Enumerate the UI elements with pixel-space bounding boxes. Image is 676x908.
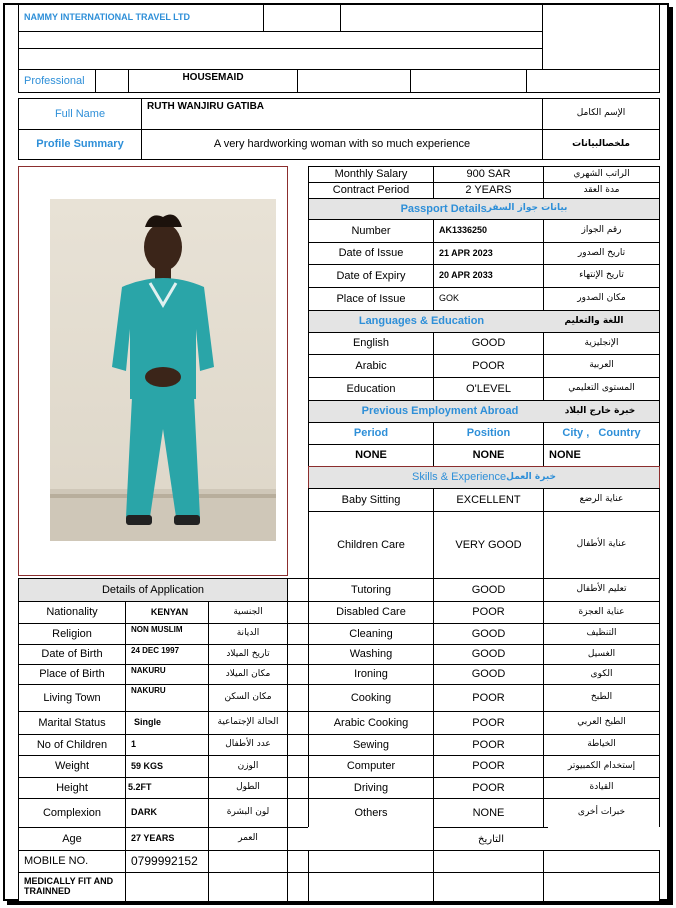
salary-label-ar: الراتب الشهري (543, 166, 660, 183)
language-english-label-ar: الإنجليزية (543, 332, 660, 355)
app-religion-value: NON MUSLIM (125, 623, 209, 645)
skill-cleaning-value: GOOD (433, 623, 544, 645)
header-cell-4 (542, 4, 660, 70)
skills-header-ar: خبرة العمل (506, 471, 556, 482)
app-gap-8 (287, 755, 309, 778)
app-weight-value: 59 KGS (125, 755, 209, 778)
header-blank-row-2 (18, 48, 543, 70)
mobile-blank-1 (208, 850, 288, 873)
skill-cooking-value: POOR (433, 684, 544, 712)
app-complexion-value: DARK (125, 798, 209, 828)
passport-number-value: AK1336250 (433, 219, 544, 243)
app-living-town-value: NAKURU (125, 684, 209, 712)
mobile-blank-4 (433, 850, 544, 873)
education-value: O'LEVEL (433, 377, 544, 401)
skill-disabled-care-value: POOR (433, 601, 544, 624)
passport-place-label-ar: مكان الصدور (543, 287, 660, 311)
app-children-label-ar: عدد الأطفال (208, 734, 288, 756)
employment-col-position: Position (433, 422, 544, 445)
passport-expiry-label: Date of Expiry (308, 264, 434, 288)
app-dob-label: Date of Birth (18, 644, 126, 665)
skill-baby-sitting-value: EXCELLENT (433, 488, 544, 512)
header-cell-2 (263, 4, 341, 32)
salary-value: 900 SAR (433, 166, 544, 183)
medical-blank-2 (208, 872, 288, 902)
education-label: Education (308, 377, 434, 401)
skill-driving-label: Driving (308, 777, 434, 799)
app-age-label-ar: العمر (208, 827, 288, 851)
education-label-ar: المستوى التعليمي (543, 377, 660, 401)
employment-city-value: NONE (543, 444, 660, 467)
app-gap-5 (287, 684, 309, 712)
skill-computer-label: Computer (308, 755, 434, 778)
medical-blank-5 (433, 872, 544, 902)
professional-blank-2 (297, 69, 411, 93)
skill-washing-label: Washing (308, 644, 434, 665)
app-gap-10 (287, 798, 309, 828)
app-height-label: Height (18, 777, 126, 799)
app-weight-label: Weight (18, 755, 126, 778)
app-pob-value: NAKURU (125, 664, 209, 685)
skill-arabic-cooking-value: POOR (433, 711, 544, 735)
app-gap-1 (287, 601, 309, 624)
app-gap-3 (287, 644, 309, 665)
medical-blank-4 (308, 872, 434, 902)
skill-computer-value: POOR (433, 755, 544, 778)
employment-position-value: NONE (433, 444, 544, 467)
mobile-blank-3 (308, 850, 434, 873)
skill-computer-label-ar: إستخدام الكمبيوتر (543, 755, 660, 778)
skill-others-label-ar: خبرات أخرى (543, 798, 660, 828)
skill-children-care-label-ar: عناية الأطفال (543, 511, 660, 579)
skill-washing-label-ar: الغسيل (543, 644, 660, 665)
employment-header-label: Previous Employment Abroad (361, 405, 519, 418)
skill-cooking-label: Cooking (308, 684, 434, 712)
app-height-label-ar: الطول (208, 777, 288, 799)
mobile-blank-2 (287, 850, 309, 873)
passport-expiry-value: 20 APR 2033 (433, 264, 544, 288)
language-english-value: GOOD (433, 332, 544, 355)
mobile-value: 0799992152 (125, 850, 209, 873)
passport-issue-label: Date of Issue (308, 242, 434, 265)
full-name-value: RUTH WANJIRU GATIBA (141, 98, 543, 130)
app-complexion-label: Complexion (18, 798, 126, 828)
passport-header (308, 198, 660, 220)
app-nationality-label: Nationality (18, 601, 126, 624)
app-dob-value: 24 DEC 1997 (125, 644, 209, 665)
passport-issue-label-ar: تاريخ الصدور (543, 242, 660, 265)
languages-header-ar: اللغة والتعليم (564, 315, 624, 326)
app-complexion-label-ar: لون البشرة (208, 798, 288, 828)
header-blank-row-1 (18, 31, 543, 49)
employment-period-value: NONE (308, 444, 434, 467)
profile-summary-label: Profile Summary (18, 129, 142, 160)
professional-blank (95, 69, 129, 93)
app-gap-2 (287, 623, 309, 645)
app-gap-7 (287, 734, 309, 756)
skills-header (308, 466, 660, 489)
app-gap-4 (287, 664, 309, 685)
skill-arabic-cooking-label: Arabic Cooking (308, 711, 434, 735)
language-english-label: English (308, 332, 434, 355)
app-dob-label-ar: تاريخ الميلاد (208, 644, 288, 665)
app-pob-label: Place of Birth (18, 664, 126, 685)
language-arabic-label-ar: العربية (543, 354, 660, 378)
mobile-label: MOBILE NO. (18, 850, 126, 873)
passport-header-ar: بيانات جواز السفر (486, 203, 568, 214)
applicant-photo (50, 199, 276, 541)
skill-children-care-value: VERY GOOD (433, 511, 544, 579)
professional-value: HOUSEMAID (128, 69, 298, 93)
skill-ironing-label-ar: الكوى (543, 664, 660, 685)
application-header: Details of Application (18, 578, 288, 602)
medical-blank-3 (287, 872, 309, 902)
passport-expiry-label-ar: تاريخ الإنتهاء (543, 264, 660, 288)
skill-others-value: NONE (433, 798, 544, 828)
full-name-label: Full Name (18, 98, 142, 130)
medical-blank-6 (543, 872, 660, 902)
professional-blank-3 (410, 69, 527, 93)
language-arabic-label: Arabic (308, 354, 434, 378)
skill-driving-label-ar: القيادة (543, 777, 660, 799)
passport-place-label: Place of Issue (308, 287, 434, 311)
photo-frame (18, 166, 288, 576)
app-nationality-value: KENYAN (125, 601, 209, 624)
skill-ironing-value: GOOD (433, 664, 544, 685)
skill-others-label: Others (308, 798, 434, 828)
footer-blank-a (308, 827, 434, 851)
application-header-gap (287, 578, 309, 602)
skill-cooking-label-ar: الطبخ (543, 684, 660, 712)
app-gap-9 (287, 777, 309, 799)
footer-gap-a (287, 827, 309, 851)
skill-baby-sitting-label: Baby Sitting (308, 488, 434, 512)
app-children-value: 1 (125, 734, 209, 756)
profile-summary-value: A very hardworking woman with so much experience (141, 129, 543, 160)
skill-cleaning-label: Cleaning (308, 623, 434, 645)
app-height-value: 5.2FT (125, 777, 209, 799)
profile-summary-label-ar: ملخصالبيانات (542, 129, 660, 160)
contract-label-ar: مدة العقد (543, 182, 660, 199)
app-children-label: No of Children (18, 734, 126, 756)
skills-header-label: Skills & Experience (412, 471, 507, 484)
app-marital-label-ar: الحالة الإجتماعية (208, 711, 288, 735)
languages-header (308, 310, 660, 333)
skill-tutoring-label-ar: تعليم الأطفال (543, 578, 660, 602)
contract-value: 2 YEARS (433, 182, 544, 199)
app-marital-value: Single (125, 711, 209, 735)
app-age-label: Age (18, 827, 126, 851)
passport-header-label: Passport Details (400, 202, 487, 215)
passport-place-value: GOK (433, 287, 544, 311)
skill-driving-value: POOR (433, 777, 544, 799)
company-name: NAMMY INTERNATIONAL TRAVEL LTD (18, 4, 264, 32)
skill-sewing-value: POOR (433, 734, 544, 756)
languages-header-label: Languages & Education (358, 315, 485, 328)
medical-blank-1 (125, 872, 209, 902)
professional-blank-4 (526, 69, 660, 93)
skill-disabled-care-label: Disabled Care (308, 601, 434, 624)
app-weight-label-ar: الوزن (208, 755, 288, 778)
employment-header (308, 400, 660, 423)
skill-sewing-label-ar: الخياطة (543, 734, 660, 756)
passport-number-label-ar: رقم الجواز (543, 219, 660, 243)
header-cell-3 (340, 4, 543, 32)
contract-label: Contract Period (308, 182, 434, 199)
passport-number-label: Number (308, 219, 434, 243)
full-name-label-ar: الإسم الكامل (542, 98, 660, 130)
app-pob-label-ar: مكان الميلاد (208, 664, 288, 685)
salary-label: Monthly Salary (308, 166, 434, 183)
skill-disabled-care-label-ar: عناية العجزة (543, 601, 660, 624)
app-gap-6 (287, 711, 309, 735)
skill-tutoring-label: Tutoring (308, 578, 434, 602)
person-figure-icon (50, 199, 276, 541)
skill-ironing-label: Ironing (308, 664, 434, 685)
medical-label: MEDICALLY FIT AND TRAINNED (18, 872, 126, 902)
app-marital-label: Marital Status (18, 711, 126, 735)
footer-blank-b (548, 827, 660, 851)
professional-label: Professional (18, 69, 96, 93)
skill-cleaning-label-ar: التنظيف (543, 623, 660, 645)
passport-issue-value: 21 APR 2023 (433, 242, 544, 265)
skill-sewing-label: Sewing (308, 734, 434, 756)
employment-col-period: Period (308, 422, 434, 445)
employment-col-city-country: City , Country (543, 422, 660, 445)
app-living-town-label: Living Town (18, 684, 126, 712)
app-religion-label-ar: الديانة (208, 623, 288, 645)
employment-header-ar: خبرة خارج البلاد (564, 405, 636, 416)
language-arabic-value: POOR (433, 354, 544, 378)
app-living-town-label-ar: مكان السكن (208, 684, 288, 712)
date-label-ar: التاريخ (433, 827, 549, 851)
app-nationality-label-ar: الجنسية (208, 601, 288, 624)
skill-baby-sitting-label-ar: عناية الرضع (543, 488, 660, 512)
skill-children-care-label: Children Care (308, 511, 434, 579)
skill-tutoring-value: GOOD (433, 578, 544, 602)
app-age-value: 27 YEARS (125, 827, 209, 851)
skill-washing-value: GOOD (433, 644, 544, 665)
skill-arabic-cooking-label-ar: الطبخ العربي (543, 711, 660, 735)
mobile-blank-5 (543, 850, 660, 873)
app-religion-label: Religion (18, 623, 126, 645)
